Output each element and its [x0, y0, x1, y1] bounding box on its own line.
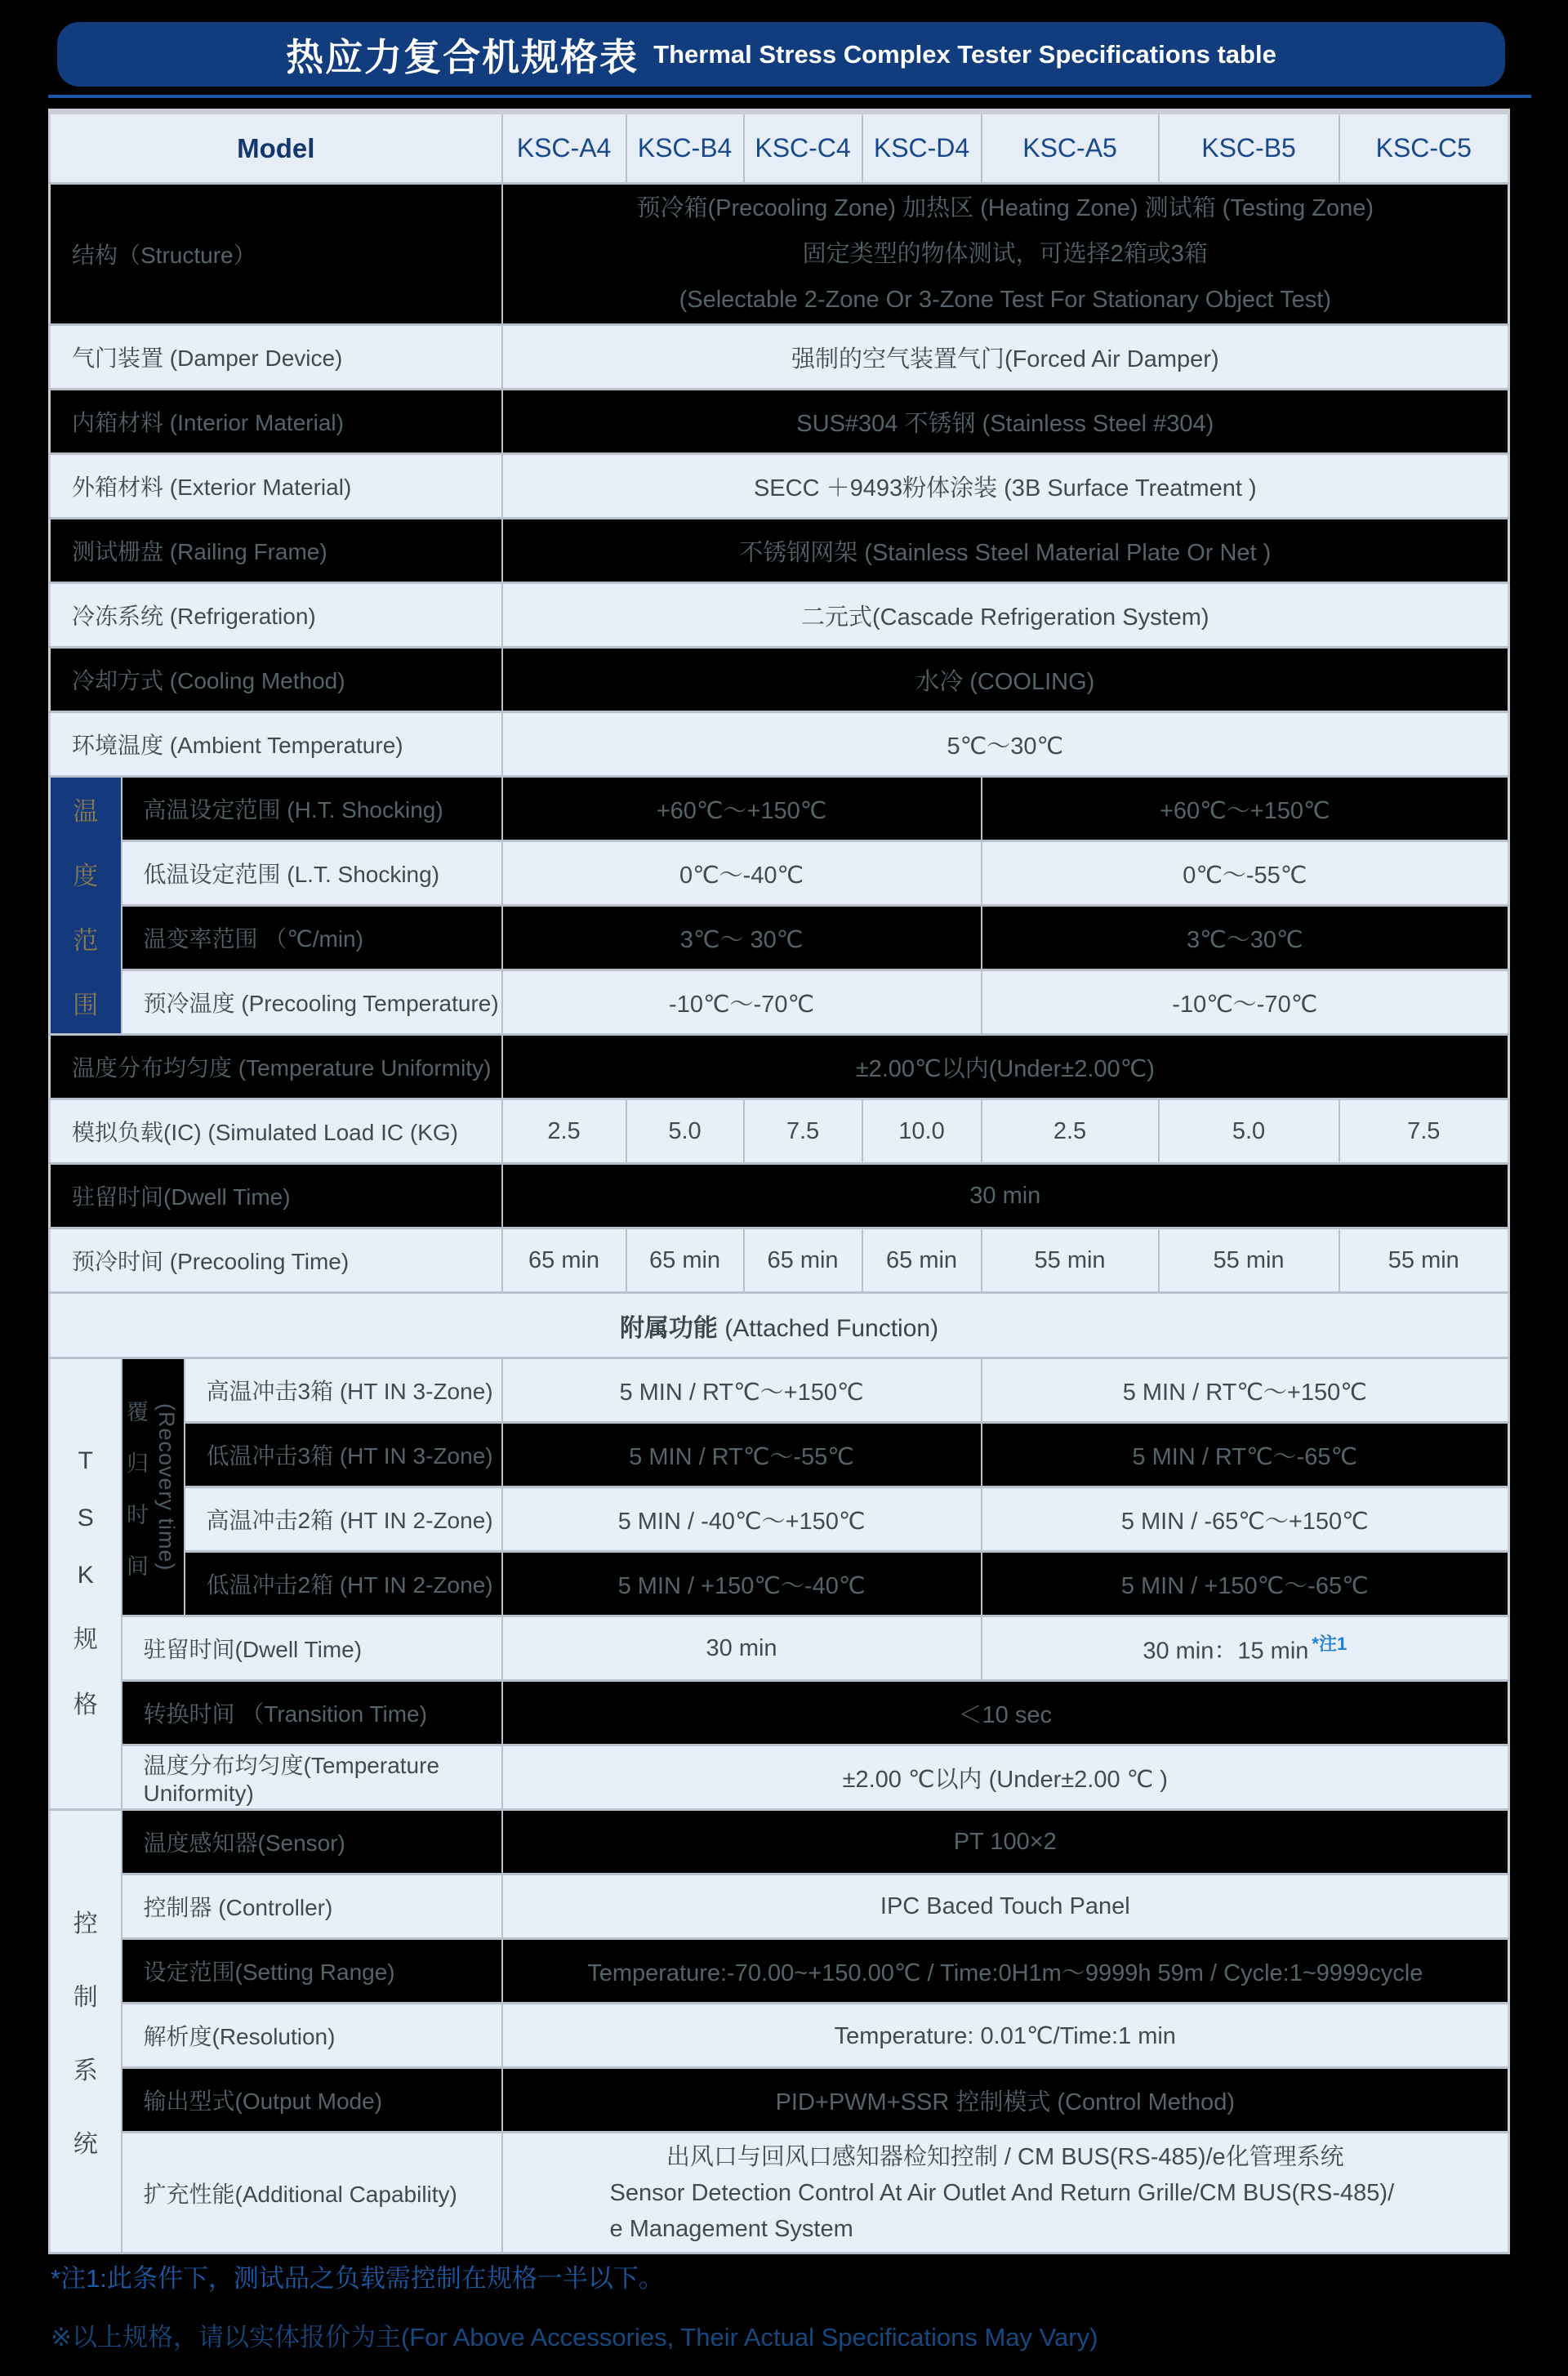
row-value-ht-2zone-5series: 5 MIN / -65℃～+150℃: [982, 1487, 1509, 1552]
row-label-controller: 控制器 (Controller): [122, 1874, 502, 1939]
row-label-damper: 气门装置 (Damper Device): [50, 325, 502, 390]
table-row: [50, 454, 1509, 519]
row-label-additional: 扩充性能(Additional Capability): [122, 2133, 502, 2253]
table-row: [50, 2004, 1509, 2068]
row-label-railing: 测试栅盘 (Railing Frame): [50, 519, 502, 583]
row-label-interior: 内箱材料 (Interior Material): [50, 390, 502, 454]
row-label-exterior: 外箱材料 (Exterior Material): [50, 454, 502, 519]
footnote-1: *注1:此条件下，测试品之负载需控制在规格一半以下。: [51, 2264, 664, 2293]
table-row: [50, 112, 1509, 184]
table-row: [50, 1745, 1509, 1810]
row-value-dwell: 30 min: [502, 1164, 1509, 1228]
row-label-ht-2zone: 高温冲击2箱 (HT IN 2-Zone): [185, 1487, 502, 1552]
load-value-ksc-b4: 5.0: [626, 1099, 744, 1164]
row-value-temp-rate-4series: 3℃～ 30℃: [502, 906, 982, 970]
row-value-uniformity: ±2.00℃以内(Under±2.00℃): [502, 1035, 1509, 1099]
precool-time-ksc-c4: 65 min: [744, 1228, 862, 1293]
row-value-damper: 强制的空气装置气门(Forced Air Damper): [502, 325, 1509, 390]
table-row: [50, 390, 1509, 454]
row-label-ambient: 环境温度 (Ambient Temperature): [50, 712, 502, 777]
sidebar-char: 统: [73, 2131, 98, 2158]
row-value-ht-shocking-4series: +60℃～+150℃: [502, 777, 982, 841]
sidebar-char: T: [78, 1447, 93, 1474]
precool-time-ksc-b4: 65 min: [626, 1228, 744, 1293]
row-label-transition: 转换时间 （Transition Time): [122, 1681, 502, 1745]
row-value-refrigeration: 二元式(Cascade Refrigeration System): [502, 583, 1509, 648]
row-value-lt-shocking-5series: 0℃～-55℃: [982, 841, 1509, 906]
sidebar-char: 间: [127, 1554, 149, 1579]
table-row: [50, 841, 1509, 906]
table-row: [50, 184, 1509, 325]
row-value-tsk-uniformity: ±2.00 ℃以内 (Under±2.00 ℃ ): [502, 1745, 1509, 1810]
table-row: [50, 1810, 1509, 1874]
load-value-ksc-c4: 7.5: [744, 1099, 862, 1164]
row-label-resolution: 解析度(Resolution): [122, 2004, 502, 2068]
precool-time-ksc-d4: 65 min: [862, 1228, 982, 1293]
row-value-exterior: SECC ＋9493粉体涂装 (3B Surface Treatment ): [502, 454, 1509, 519]
column-header-ksc-b5: KSC-B5: [1159, 112, 1339, 184]
column-header-ksc-c5: KSC-C5: [1339, 112, 1509, 184]
recovery-time-en: (Recovery time): [154, 1402, 179, 1571]
page-title-zh: 热应力复合机规格表: [286, 35, 639, 78]
sidebar-char: 时: [127, 1502, 149, 1527]
sidebar-char: 格: [73, 1692, 98, 1718]
load-value-ksc-a5: 2.5: [982, 1099, 1159, 1164]
row-label-lt-3zone: 低温冲击3箱 (HT IN 3-Zone): [185, 1423, 502, 1487]
precool-time-ksc-a5: 55 min: [982, 1228, 1159, 1293]
row-label-tsk-dwell: 驻留时间(Dwell Time): [122, 1616, 502, 1681]
row-value-cooling: 水冷 (COOLING): [502, 648, 1509, 712]
row-value-lt-shocking-4series: 0℃～-40℃: [502, 841, 982, 906]
title-bar: [57, 22, 1505, 87]
sidebar-control-system: [50, 1810, 122, 2253]
sidebar-char: 度: [73, 861, 99, 890]
load-value-ksc-d4: 10.0: [862, 1099, 982, 1164]
sidebar-char: 温: [73, 796, 99, 826]
row-value-ht-2zone-4series: 5 MIN / -40℃～+150℃: [502, 1487, 982, 1552]
row-label-lt-2zone: 低温冲击2箱 (HT IN 2-Zone): [185, 1552, 502, 1616]
attached-function-en: (Attached Function): [717, 1314, 939, 1342]
sidebar-tsk-spec: [50, 1358, 122, 1810]
sidebar-recovery-time: [122, 1358, 185, 1616]
row-value-lt-3zone-5series: 5 MIN / RT℃～-65℃: [982, 1423, 1509, 1487]
row-label-setting-range: 设定范围(Setting Range): [122, 1939, 502, 2004]
row-value-lt-2zone-4series: 5 MIN / +150℃～-40℃: [502, 1552, 982, 1616]
column-header-ksc-b4: KSC-B4: [626, 112, 744, 184]
sidebar-char: 归: [127, 1451, 149, 1476]
row-value-setting-range: Temperature:-70.00~+150.00℃ / Time:0H1m～9999h 59m / Cycle:1~9999cycle: [502, 1939, 1509, 2004]
table-row: [50, 1874, 1509, 1939]
row-value-sensor: PT 100×2: [502, 1810, 1509, 1874]
row-value-interior: SUS#304 不锈钢 (Stainless Steel #304): [502, 390, 1509, 454]
table-row: [50, 777, 1509, 841]
row-value-resolution: Temperature: 0.01℃/Time:1 min: [502, 2004, 1509, 2068]
load-value-ksc-a4: 2.5: [502, 1099, 626, 1164]
sidebar-char: K: [77, 1562, 94, 1589]
structure-line-3: (Selectable 2-Zone Or 3-Zone Test For Stationary Object Test): [679, 287, 1331, 313]
row-label-ht-shocking: 高温设定范围 (H.T. Shocking): [122, 777, 502, 841]
row-value-temp-rate-5series: 3℃～30℃: [982, 906, 1509, 970]
table-row: [50, 906, 1509, 970]
section-header-attached-function: [50, 1293, 1509, 1358]
precool-time-ksc-b5: 55 min: [1159, 1228, 1339, 1293]
precool-time-ksc-a4: 65 min: [502, 1228, 626, 1293]
sidebar-char: S: [77, 1505, 94, 1531]
load-value-ksc-c5: 7.5: [1339, 1099, 1509, 1164]
column-header-ksc-a5: KSC-A5: [982, 112, 1159, 184]
table-row: [50, 1358, 1509, 1423]
table-row: [50, 1164, 1509, 1228]
table-row: [50, 1099, 1509, 1164]
table-row: [50, 1228, 1509, 1293]
row-label-ht-3zone: 高温冲击3箱 (HT IN 3-Zone): [185, 1358, 502, 1423]
row-value-precool-temp-4series: -10℃～-70℃: [502, 970, 982, 1035]
row-label-refrigeration: 冷冻系统 (Refrigeration): [50, 583, 502, 648]
row-label-structure: 结构（Structure）: [50, 184, 502, 325]
table-row: [50, 1035, 1509, 1099]
column-header-ksc-d4: KSC-D4: [862, 112, 982, 184]
table-row: [50, 2133, 1509, 2253]
table-row: [50, 1939, 1509, 2004]
table-row: [50, 1552, 1509, 1616]
spec-table: [48, 109, 1510, 2254]
row-value-lt-3zone-4series: 5 MIN / RT℃～-55℃: [502, 1423, 982, 1487]
page-title-en: Thermal Stress Complex Tester Specifications table: [653, 39, 1276, 69]
table-row: [50, 648, 1509, 712]
row-label-output-mode: 输出型式(Output Mode): [122, 2068, 502, 2133]
row-label-temp-rate: 温变率范围 （℃/min): [122, 906, 502, 970]
row-value-ht-3zone-4series: 5 MIN / RT℃～+150℃: [502, 1358, 982, 1423]
row-value-tsk-dwell-5series: [982, 1616, 1509, 1681]
row-label-lt-shocking: 低温设定范围 (L.T. Shocking): [122, 841, 502, 906]
row-value-railing: 不锈钢网架 (Stainless Steel Material Plate Or Net ): [502, 519, 1509, 583]
additional-line-2: Sensor Detection Control At Air Outlet And Return Grille/CM BUS(RS-485)/: [609, 2179, 1395, 2206]
precool-time-ksc-c5: 55 min: [1339, 1228, 1509, 1293]
row-label-precool-temp: 预冷温度 (Precooling Temperature): [122, 970, 502, 1035]
row-value-lt-2zone-5series: 5 MIN / +150℃～-65℃: [982, 1552, 1509, 1616]
row-label-precool-time: 预冷时间 (Precooling Time): [50, 1228, 502, 1293]
table-row: [50, 325, 1509, 390]
row-label-dwell: 驻留时间(Dwell Time): [50, 1164, 502, 1228]
sidebar-char: 制: [73, 1984, 98, 2011]
additional-line-3: e Management System: [609, 2215, 853, 2242]
tsk-dwell-5series-text: 30 min：15 min: [1143, 1638, 1309, 1665]
sidebar-char: 规: [73, 1626, 98, 1653]
table-row: [50, 583, 1509, 648]
column-header-model: Model: [50, 112, 502, 184]
sidebar-char: 覆: [127, 1399, 149, 1424]
table-row: [50, 1681, 1509, 1745]
row-value-transition: ＜10 sec: [502, 1681, 1509, 1745]
row-value-output-mode: PID+PWM+SSR 控制模式 (Control Method): [502, 2068, 1509, 2133]
recovery-time-zh: [127, 1394, 149, 1580]
row-label-uniformity: 温度分布均匀度 (Temperature Uniformity): [50, 1035, 502, 1099]
row-value-ht-shocking-5series: +60℃～+150℃: [982, 777, 1509, 841]
row-value-ambient: 5℃～30℃: [502, 712, 1509, 777]
table-row: [50, 519, 1509, 583]
table-row: [50, 2068, 1509, 2133]
footnote-reference: *注1: [1312, 1634, 1348, 1655]
sidebar-char: 范: [73, 925, 99, 955]
sidebar-char: 系: [73, 2057, 98, 2084]
table-row: [50, 1616, 1509, 1681]
footnote-2: ※以上规格，请以实体报价为主(For Above Accessories, Their Actual Specifications May Vary): [51, 2323, 1098, 2351]
table-row: [50, 712, 1509, 777]
row-label-cooling: 冷却方式 (Cooling Method): [50, 648, 502, 712]
title-divider-line: [48, 95, 1531, 98]
row-label-sensor: 温度感知器(Sensor): [122, 1810, 502, 1874]
column-header-ksc-a4: KSC-A4: [502, 112, 626, 184]
column-header-ksc-c4: KSC-C4: [744, 112, 862, 184]
table-row: [50, 1487, 1509, 1552]
row-value-controller: IPC Baced Touch Panel: [502, 1874, 1509, 1939]
row-value-structure: [502, 184, 1509, 325]
attached-function-zh: 附属功能: [619, 1314, 718, 1342]
row-value-precool-temp-5series: -10℃～-70℃: [982, 970, 1509, 1035]
row-value-additional: [502, 2133, 1509, 2253]
row-label-tsk-uniformity: 温度分布均匀度(Temperature Uniformity): [122, 1745, 502, 1810]
table-row: [50, 970, 1509, 1035]
row-value-tsk-dwell-4series: 30 min: [502, 1616, 982, 1681]
structure-line-1: 预冷箱(Precooling Zone) 加热区 (Heating Zone) 测试箱 (Testing Zone): [636, 195, 1374, 221]
row-label-simulated-load: 模拟负载(IC) (Simulated Load IC (KG): [50, 1099, 502, 1164]
load-value-ksc-b5: 5.0: [1159, 1099, 1339, 1164]
table-row: [50, 1293, 1509, 1358]
structure-line-2: 固定类型的物体测试，可选择2箱或3箱: [802, 241, 1208, 267]
additional-line-1: 出风口与回风口感知器检知控制 / CM BUS(RS-485)/e化管理系统: [666, 2143, 1344, 2170]
table-row: [50, 1423, 1509, 1487]
sidebar-temperature-range: [50, 777, 122, 1035]
sidebar-char: 控: [73, 1910, 98, 1937]
row-value-ht-3zone-5series: 5 MIN / RT℃～+150℃: [982, 1358, 1509, 1423]
sidebar-char: 围: [73, 990, 99, 1019]
